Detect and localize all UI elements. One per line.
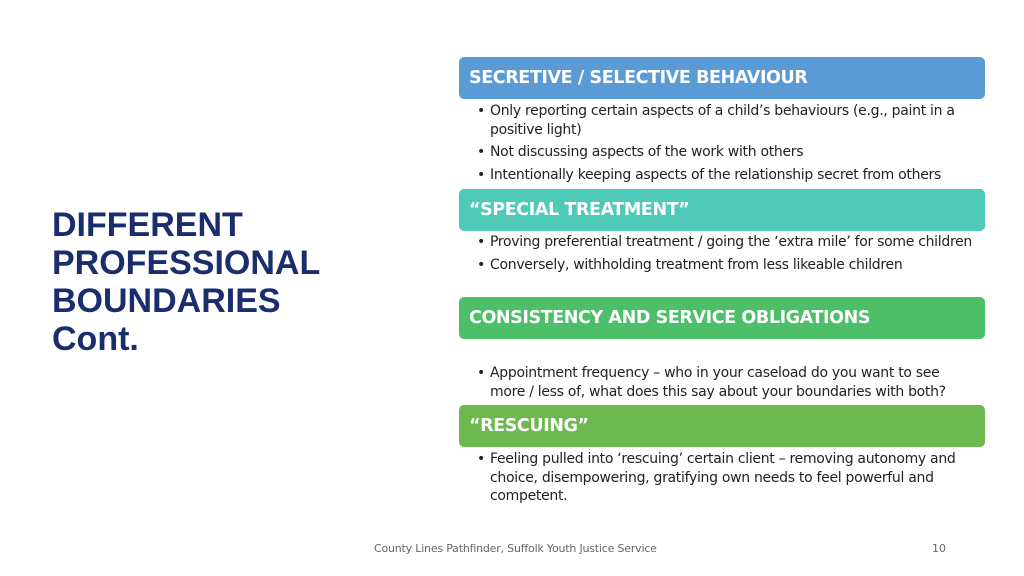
title-line: PROFESSIONAL — [52, 244, 321, 282]
section-header-consistency: CONSISTENCY AND SERVICE OBLIGATIONS — [459, 297, 985, 339]
bullet-item: • Conversely, withholding treatment from less likeable children — [477, 256, 977, 275]
section-header-rescuing: “RESCUING” — [459, 405, 985, 447]
title-line: DIFFERENT — [52, 206, 243, 244]
bullet-item: • Proving preferential treatment / going the ‘extra mile’ for some children — [477, 233, 977, 252]
slide-title — [52, 206, 382, 358]
bullet-list-rescuing — [477, 450, 977, 510]
bullet-item: • Intentionally keeping aspects of the relationship secret from others — [477, 166, 977, 185]
title-line: BOUNDARIES — [52, 282, 281, 320]
bullet-item: • Not discussing aspects of the work with others — [477, 143, 977, 162]
bullet-item: • Appointment frequency – who in your caseload do you want to see more / less of, what does this say about your boundaries with both? — [477, 364, 977, 401]
bullet-item: • Feeling pulled into ‘rescuing’ certain client – removing autonomy and choice, disempowering, gratifying own needs to feel powerful and competent. — [477, 450, 977, 506]
section-header-secretive: SECRETIVE / SELECTIVE BEHAVIOUR — [459, 57, 985, 99]
title-line: Cont. — [52, 320, 139, 358]
bullet-list-special-treatment — [477, 233, 977, 278]
bullet-list-consistency — [477, 364, 977, 405]
section-header-special-treatment: “SPECIAL TREATMENT” — [459, 189, 985, 231]
slide-footer: County Lines Pathfinder, Suffolk Youth Justice Service — [374, 542, 657, 555]
page-number: 10 — [932, 542, 946, 555]
bullet-item: • Only reporting certain aspects of a child’s behaviours (e.g., paint in a positive light) — [477, 102, 977, 139]
bullet-list-secretive — [477, 102, 977, 188]
